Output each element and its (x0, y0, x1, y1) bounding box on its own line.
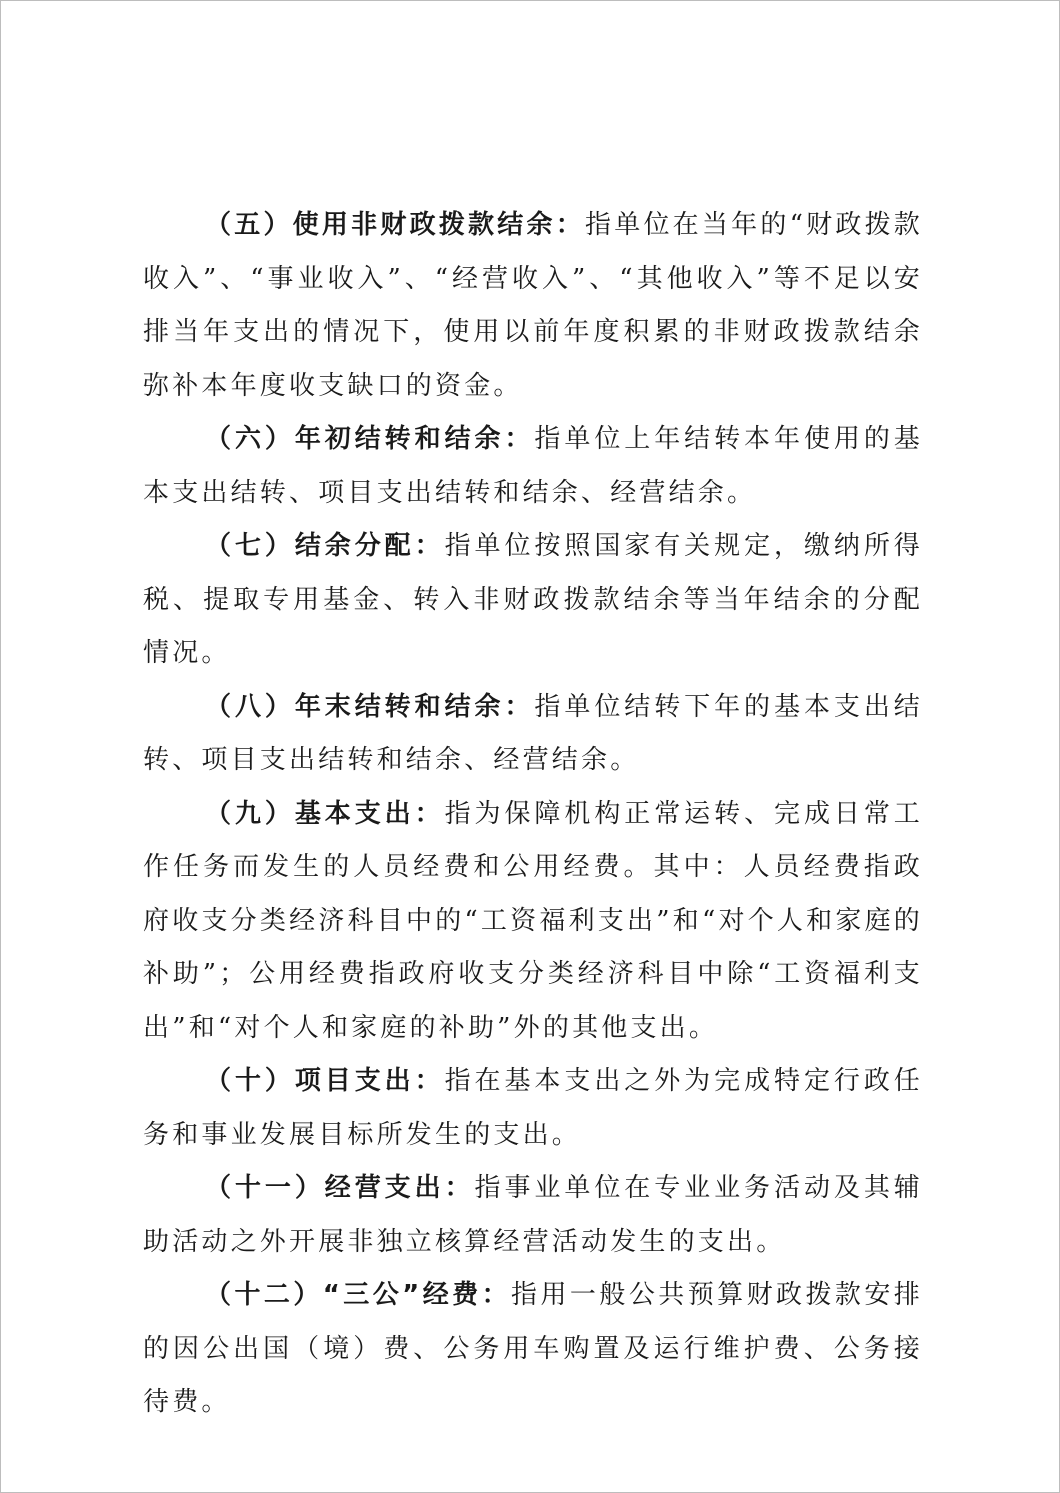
paragraph-5 (143, 199, 923, 413)
term-heading: （八）年末结转和结余： (205, 691, 535, 722)
paragraph-6 (143, 413, 923, 520)
paragraph-12 (143, 1269, 923, 1430)
term-heading: （十一）经营支出： (205, 1173, 475, 1203)
paragraph-11 (143, 1162, 923, 1269)
term-definition: 指单位结转下年的基本支出结转、项目支出结转和结余、经营结余。 (143, 691, 923, 775)
paragraph-7 (143, 520, 923, 681)
term-definition: 指事业单位在专业业务活动及其辅助活动之外开展非独立核算经营活动发生的支出。 (143, 1173, 923, 1257)
paragraph-9 (143, 788, 923, 1056)
term-heading: （九）基本支出： (205, 798, 445, 829)
paragraph-10 (143, 1055, 923, 1162)
term-definition: 指单位在当年的“财政拨款收入”、“事业收入”、“经营收入”、“其他收入”等不足以安排当年支出的情况下，使用以前年度积累的非财政拨款结余弥补本年度收支缺口的资金。 (143, 210, 923, 401)
term-heading: （十二）“三公”经费： (205, 1280, 512, 1310)
term-definition: 指单位按照国家有关规定，缴纳所得税、提取专用基金、转入非财政拨款结余等当年结余的分配情况。 (143, 531, 924, 668)
term-heading: （六）年初结转和结余： (205, 424, 535, 454)
term-heading: （五）使用非财政拨款结余： (205, 210, 585, 240)
term-definition: 指在基本支出之外为完成特定行政任务和事业发展目标所发生的支出。 (143, 1066, 924, 1150)
paragraph-8 (143, 681, 923, 788)
term-definition: 指单位上年结转本年使用的基本支出结转、项目支出结转和结余、经营结余。 (143, 424, 923, 508)
term-heading: （十）项目支出： (205, 1066, 445, 1096)
term-definition: 指用一般公共预算财政拨款安排的因公出国（境）费、公务用车购置及运行维护费、公务接待费。 (143, 1280, 923, 1417)
term-heading: （七）结余分配： (205, 531, 445, 561)
term-definition: 指为保障机构正常运转、完成日常工作任务而发生的人员经费和公用经费。其中：人员经费指政府收支分类经济科目中的“工资福利支出”和“对个人和家庭的补助”；公用经费指政府收支分类经济科目中除“工资福利支出”和“对个人和家庭的补助”外的其他支出。 (143, 798, 924, 1043)
document-body (143, 199, 923, 1430)
